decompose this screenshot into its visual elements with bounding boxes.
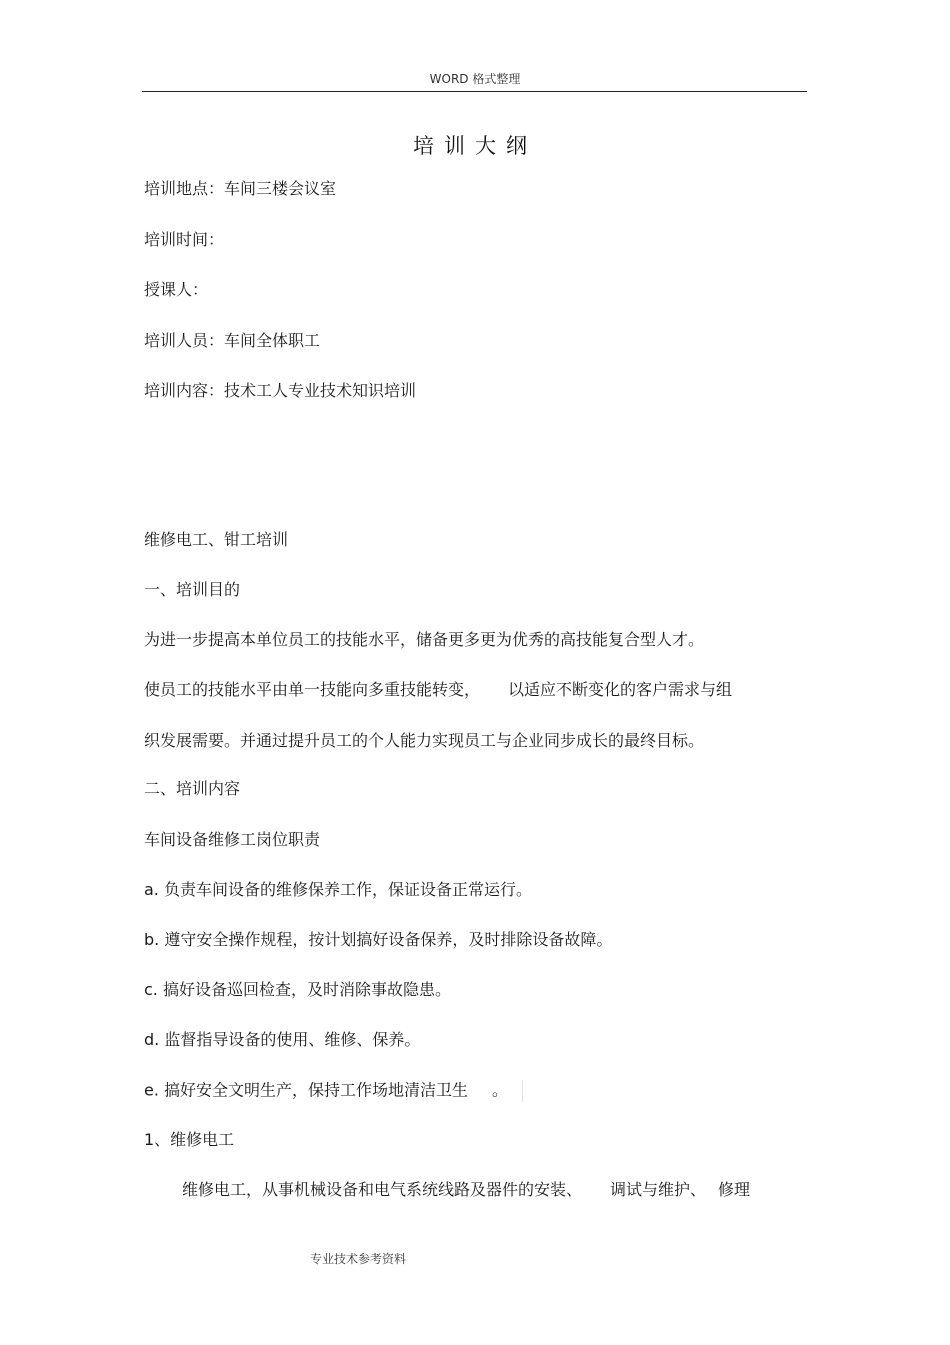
purpose-title: 一、培训目的	[144, 580, 241, 599]
sub-paragraph	[182, 1180, 750, 1200]
sub-para-b: 调试与维护、	[610, 1180, 707, 1199]
content-title: 二、培训内容	[144, 779, 241, 798]
header-rule	[142, 91, 807, 92]
duty-b: b. 遵守安全操作规程，按计划搞好设备保养，及时排除设备故障。	[144, 930, 613, 949]
info-location: 培训地点：车间三楼会议室	[144, 179, 337, 198]
purpose-line-1: 为进一步提高本单位员工的技能水平，储备更多更为优秀的高技能复合型人才。	[144, 630, 705, 649]
info-lecturer: 授课人：	[144, 280, 209, 299]
purpose-line-3: 织发展需要。并通过提升员工的个人能力实现员工与企业同步成长的最终目标。	[144, 731, 705, 750]
duty-e-text: e. 搞好安全文明生产，保持工作场地清洁卫生	[144, 1080, 469, 1100]
document-title: 培训大纲	[413, 134, 537, 158]
sub-title: 1、维修电工	[144, 1130, 235, 1149]
page-footer: 专业技术参考资料	[310, 1252, 407, 1266]
text-cursor-mark	[522, 1080, 523, 1102]
purpose-line-2	[144, 680, 732, 700]
info-time: 培训时间：	[144, 230, 225, 249]
purpose-line-2b: 以适应不断变化的客户需求与组	[508, 680, 733, 699]
duty-c: c. 搞好设备巡回检查，及时消除事故隐患。	[144, 980, 451, 999]
duty-a: a. 负责车间设备的维修保养工作，保证设备正常运行。	[144, 880, 532, 899]
sub-para-c: 修理	[718, 1180, 751, 1199]
purpose-line-2a: 使员工的技能水平由单一技能向多重技能转变，	[144, 680, 481, 699]
section-heading: 维修电工、钳工培训	[144, 530, 289, 549]
page-header: WORD 格式整理	[429, 72, 521, 86]
info-content: 培训内容：技术工人专业技术知识培训	[144, 381, 417, 400]
duty-e-end: 。	[492, 1080, 509, 1100]
duties-title: 车间设备维修工岗位职责	[144, 830, 321, 849]
info-attendees: 培训人员：车间全体职工	[144, 331, 321, 350]
sub-para-a: 维修电工，从事机械设备和电气系统线路及器件的安装、	[182, 1180, 583, 1199]
duty-e	[144, 1080, 523, 1102]
duty-d: d. 监督指导设备的使用、维修、保养。	[144, 1030, 421, 1049]
